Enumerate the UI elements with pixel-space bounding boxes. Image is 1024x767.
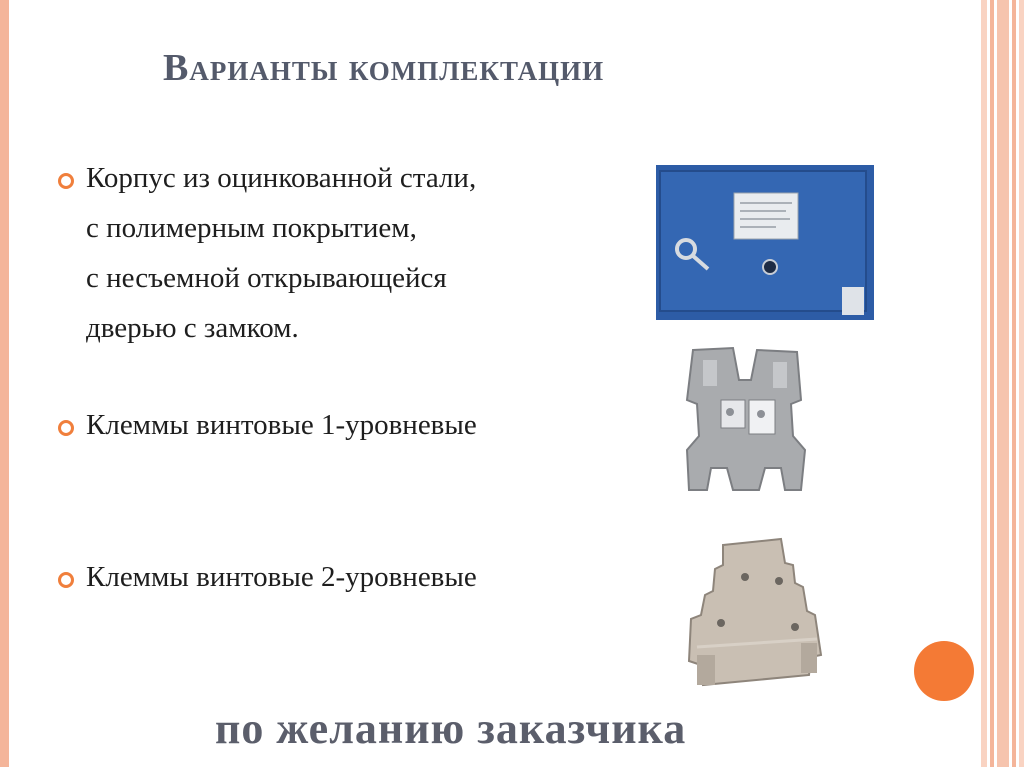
bullet-1-line-3: с несъемной открывающейся — [86, 262, 447, 294]
enclosure-image — [656, 165, 874, 320]
bullet-1-line-2: с полимерным покрытием, — [86, 212, 417, 244]
bullet-1-line-4: дверью с замком. — [86, 312, 299, 344]
bullet-3-line-1: Клеммы винтовые 2-уровневые — [86, 561, 477, 593]
left-frame-border — [0, 0, 9, 767]
bullet-marker-3 — [58, 572, 74, 588]
bullet-2-line-1: Клеммы винтовые 1-уровневые — [86, 409, 477, 441]
bullet-marker-2 — [58, 420, 74, 436]
terminal-2-level-image — [683, 535, 831, 695]
footer-note: по желанию заказчика — [215, 704, 687, 753]
terminal-1-level-image — [681, 340, 811, 495]
bullet-marker-1 — [58, 173, 74, 189]
decorative-orange-circle — [914, 641, 974, 701]
bullet-1-line-1: Корпус из оцинкованной стали, — [86, 162, 477, 194]
right-decorative-stripes — [981, 0, 1024, 767]
slide-title: Варианты комплектации — [163, 47, 605, 89]
